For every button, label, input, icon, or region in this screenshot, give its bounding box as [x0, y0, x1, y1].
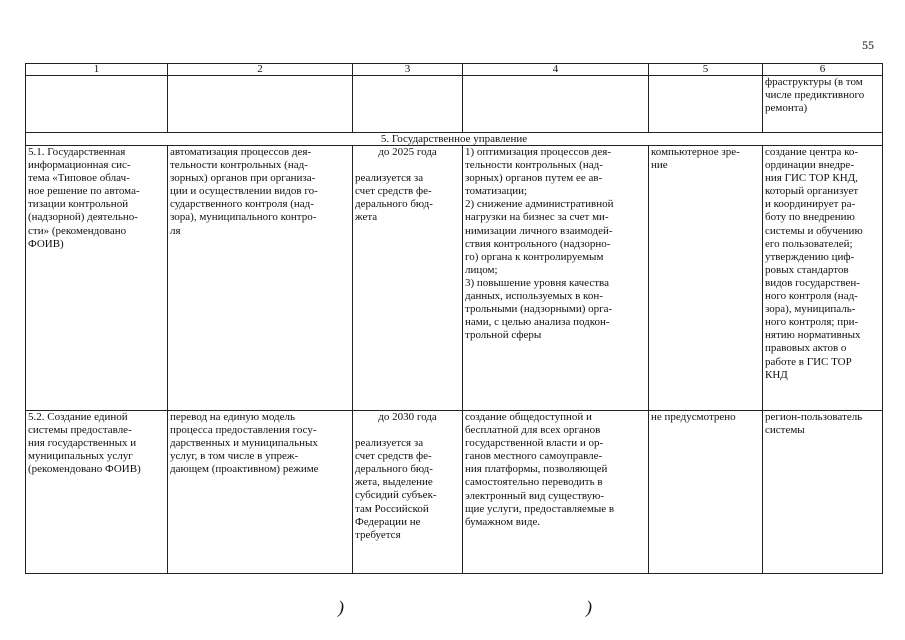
measure-effects: 1) оптимизация процессов дея- тельности контрольных (над- зорных) органов путем ее ав- томатизации; 2) снижение административной нагрузки на бизнес за счет ми- нимизации личного взаимодей- ствия контрольного (надзорно- го) органа к контролируемым лицом; 3) повышение уровня качества данных, используемых в кон- трольными (надзорными) орга- нами, с целью анализа подкон- трольной сферы [463, 146, 649, 411]
measure-period-funding [353, 146, 463, 411]
page-number: 55 [862, 38, 874, 52]
measure-description: перевод на единую модель процесса предоставления госу- дарственных и муниципальных услуг, в том числе в упреж- дающем (проактивном) режиме [168, 411, 353, 574]
measures-table [25, 63, 883, 574]
measure-technology: компьютерное зре- ние [649, 146, 763, 411]
continuation-cell-empty [463, 76, 649, 133]
footer-mark: ) [338, 597, 344, 617]
column-header-6: 6 [763, 64, 883, 76]
column-header-4: 4 [463, 64, 649, 76]
measure-conditions: создание центра ко- ординации внедре- ния ГИС ТОР КНД, который организует и координирует ра- боту по внедрению системы и обучению его пользователей; утверждению циф- ровых стандартов видов государствен- ного контроля (над- зора), муниципаль- ного контроля; при- нятию нормативных правовых актов о работе в ГИС ТОР КНД [763, 146, 883, 411]
continuation-cell-empty [168, 76, 353, 133]
measure-technology: не предусмотрено [649, 411, 763, 574]
measure-conditions: регион-пользователь системы [763, 411, 883, 574]
measure-funding: реализуется за счет средств фе- дерального бюд- жета, выделение субсидий субъек- там Российской Федерации не требуется [355, 437, 437, 541]
table-row [26, 411, 883, 574]
measure-effects: создание общедоступной и бесплатной для всех органов государственной власти и ор- ганов местного самоуправле- ния платформы, позволяющей самостоятельно переводить в электронный вид существую- щие услуги, предоставляемые в бумажном виде. [463, 411, 649, 574]
table-row [26, 146, 883, 411]
continuation-cell-text: фраструктуры (в том числе предиктивного ремонта) [763, 76, 883, 133]
column-header-3: 3 [353, 64, 463, 76]
continuation-cell-empty [649, 76, 763, 133]
section-title: 5. Государственное управление [26, 133, 883, 146]
measure-name: 5.2. Создание единой системы предоставле- ния государственных и муниципальных услуг (рекомендовано ФОИВ) [26, 411, 168, 574]
column-header-2: 2 [168, 64, 353, 76]
continuation-cell-empty [353, 76, 463, 133]
continuation-cell-empty [26, 76, 168, 133]
section-row [26, 133, 883, 146]
column-header-1: 1 [26, 64, 168, 76]
column-header-5: 5 [649, 64, 763, 76]
measure-description: автоматизация процессов дея- тельности контрольных (над- зорных) органов при организа- ции и осуществлении видов го- сударственного контроля (над- зора), муниципального контро- ля [168, 146, 353, 411]
footer-mark: ) [586, 597, 592, 617]
measure-period-funding [353, 411, 463, 574]
column-number-row [26, 64, 883, 76]
measure-name: 5.1. Государственная информационная сис- тема «Типовое облач- ное решение по автома- тизации контрольной (надзорной) деятельно- сти» (рекомендовано ФОИВ) [26, 146, 168, 411]
measure-period: до 2030 года [378, 411, 437, 423]
continuation-row [26, 76, 883, 133]
measure-funding: реализуется за счет средств фе- дерального бюд- жета [355, 172, 433, 224]
measure-period: до 2025 года [378, 146, 437, 158]
